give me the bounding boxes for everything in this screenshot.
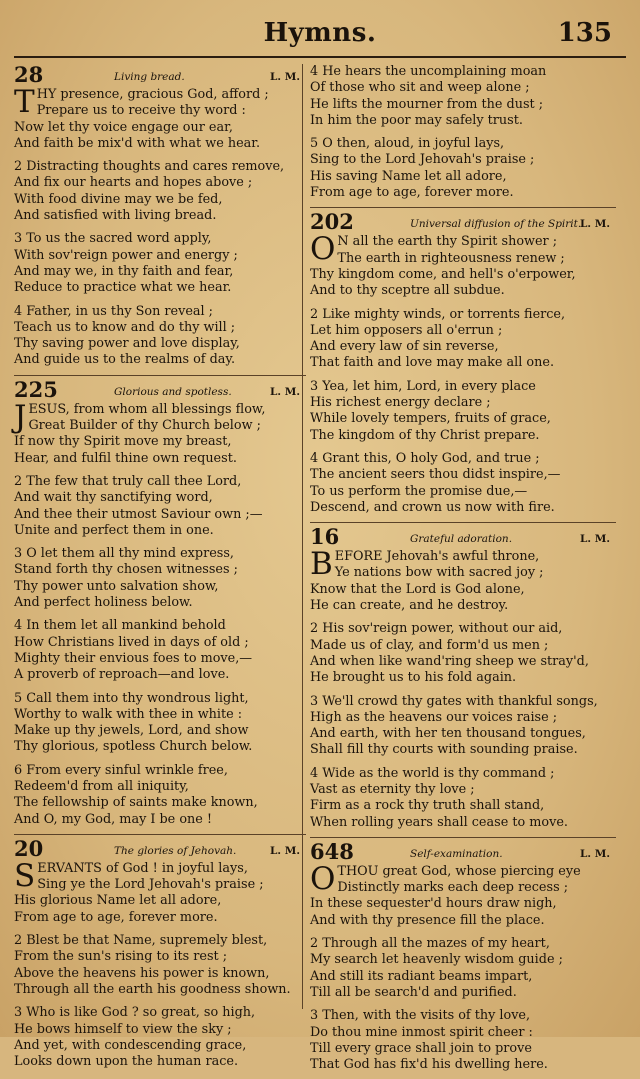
verse-line: Know that the Lord is God alone, [310, 581, 525, 597]
verse-line: Till every grace shall join to prove [310, 1040, 532, 1056]
stanza [14, 857, 306, 926]
verse-line: How Christians lived in days of old ; [14, 634, 249, 650]
verse-line: And fix our hearts and hopes above ; [14, 175, 253, 191]
verse-line: From age to age, forever more. [310, 185, 514, 201]
verse-line: Make up thy jewels, Lord, and show [14, 723, 249, 739]
hymn-meter: L. M. [270, 844, 300, 857]
verse-line: His glorious Name let all adore, [14, 893, 222, 909]
verse-line: 4 In them let all mankind behold [14, 618, 226, 634]
verse-line: 3 Then, with the visits of thy love, [310, 1008, 531, 1024]
verse-line: While lovely tempers, fruits of grace, [310, 411, 551, 427]
verse-line: Looks down upon the human race. [14, 1054, 239, 1070]
verse-line: And guide us to the realms of day. [14, 352, 236, 368]
verse-line: 3 To us the sacred word apply, [14, 231, 212, 247]
verse-line: Made us of clay, and form'd us men ; [310, 637, 549, 653]
verse-line: And earth, with her ten thousand tongues, [310, 726, 586, 742]
verse-line-text: THOU great God, whose piercing eye [337, 863, 581, 879]
hymn-number: 20 [14, 835, 44, 861]
verse-line: And with thy presence fill the place. [310, 912, 545, 928]
verse-line: Worthy to walk with thee in white : [14, 706, 243, 722]
hymn-separator [14, 834, 306, 835]
verse-line: And yet, with condescending grace, [14, 1037, 247, 1053]
stanza [310, 231, 616, 299]
verse-line: Till all be search'd and purified. [310, 984, 517, 1000]
verse-line: 2 Through all the mazes of my heart, [310, 936, 550, 952]
hymn-number: 202 [310, 209, 354, 235]
verse-line: Vast as eternity thy love ; [310, 781, 475, 797]
stanza [14, 933, 306, 998]
verse-line: 4 Grant this, O holy God, and true ; [310, 450, 540, 466]
hymn-number: 28 [14, 62, 44, 87]
verse-line: And wait thy sanctifying word, [14, 490, 213, 506]
drop-cap: T [14, 84, 35, 120]
hymn-heading [14, 376, 306, 402]
verse-line: Redeem'd from all iniquity, [14, 778, 189, 794]
verse-line: 4 Father, in us thy Son reveal ; [14, 303, 213, 319]
hymn-title: Living bread. [114, 71, 185, 83]
stanza [310, 1008, 616, 1073]
verse-line: His richest energy declare ; [310, 395, 491, 411]
hymn-meter: L. M. [270, 71, 300, 83]
verse-line: Let him opposers all o'errun ; [310, 322, 503, 338]
hymn-title: Grateful adoration. [410, 533, 513, 546]
verse-line: High as the heavens our voices raise ; [310, 709, 558, 725]
page-title: Hymns. [263, 18, 377, 48]
verse-line: And may we, in thy faith and fear, [14, 263, 234, 279]
verse-line: 6 From every sinful wrinkle free, [14, 762, 228, 778]
stanza [14, 1005, 306, 1070]
verse-line: 2 His sov'reign power, without our aid, [310, 621, 563, 637]
stanza [14, 474, 306, 539]
verse-line: 3 Yea, let him, Lord, in every place [310, 378, 536, 394]
verse-line: Great Builder of thy Church below ; [28, 418, 261, 434]
drop-cap: B [310, 546, 333, 583]
hymn-title: Glorious and spotless. [114, 385, 232, 398]
verse-line-text: EFORE Jehovah's awful throne, [334, 549, 540, 565]
verse-line: Reduce to practice what we hear. [14, 280, 232, 296]
hymn [310, 207, 616, 516]
page-number: 135 [557, 18, 612, 48]
verse-line: His saving Name let all adore, [310, 168, 507, 184]
verse-line: Mighty their envious foes to move,— [14, 650, 253, 666]
verse-line: 3 Who is like God ? so great, so high, [14, 1005, 256, 1021]
stanza [14, 398, 306, 467]
hymn [14, 375, 306, 828]
verse-line: That God has fix'd his dwelling here. [310, 1057, 548, 1073]
verse-line: And when like wand'ring sheep we stray'd, [310, 653, 589, 669]
verse-line: Distinctly marks each deep recess ; [337, 880, 569, 896]
verse-line: Sing ye the Lord Jehovah's praise ; [37, 877, 264, 893]
verse-line: The earth in righteousness renew ; [337, 250, 565, 266]
verse-line-text: ERVANTS of God ! in joyful lays, [37, 860, 248, 876]
verse-line: The fellowship of saints make known, [14, 795, 258, 811]
verse-line: Thy glorious, spotless Church below. [14, 739, 253, 755]
verse-line: From age to age, forever more. [14, 909, 218, 925]
left-column [14, 64, 306, 1076]
verse-line: Thy kingdom come, and hell's o'erpower, [310, 266, 576, 282]
page-header [0, 18, 640, 54]
verse-line: Do thou mine inmost spirit cheer : [310, 1024, 533, 1040]
verse-line: And faith be mix'd with what we hear. [14, 135, 261, 151]
hymn-separator [14, 375, 306, 376]
hymn-meter: L. M. [270, 385, 300, 398]
hymn-number: 16 [310, 524, 340, 550]
verse-line: Stand forth thy chosen witnesses ; [14, 562, 238, 578]
hymn-meter: L. M. [580, 533, 610, 546]
hymn [14, 834, 306, 1071]
verse-line: And still its radiant beams impart, [310, 968, 533, 984]
verse-line: And O, my God, may I be one ! [14, 811, 213, 827]
stanza [310, 307, 616, 372]
drop-cap: S [14, 857, 36, 894]
verse-line: 4 He hears the uncomplaining moan [310, 64, 547, 79]
verse-line: Now let thy voice engage our ear, [14, 119, 233, 135]
hymn-heading [310, 526, 616, 548]
verse-line: The kingdom of thy Christ prepare. [310, 427, 540, 443]
drop-cap: O [310, 860, 336, 897]
verse-line: In him the poor may safely trust. [310, 112, 523, 128]
verse-line: 5 O then, aloud, in joyful lays, [310, 136, 505, 152]
verse-line: He can create, and he destroy. [310, 598, 509, 614]
verse-line: If now thy Spirit move my breast, [14, 434, 232, 450]
drop-cap: J [14, 398, 27, 435]
verse-line: Shall fill thy courts with sounding praise. [310, 742, 578, 758]
verse-line: He bows himself to view the sky ; [14, 1021, 232, 1037]
hymn-meter: L. M. [580, 218, 610, 231]
stanza [310, 936, 616, 1001]
verse-line: Thy saving power and love display, [14, 336, 240, 352]
verse-line: To us perform the promise due,— [310, 483, 528, 499]
verse-line: And thee their utmost Saviour own ;— [14, 506, 263, 522]
stanza [14, 618, 306, 683]
verse-line: A proverb of reproach—and love. [14, 667, 230, 683]
verse-line: With sov'reign power and energy ; [14, 247, 238, 263]
hymn-meter: L. M. [580, 847, 610, 860]
verse-line: Ye nations bow with sacred joy ; [334, 565, 544, 581]
hymn-title: The glories of Jehovah. [114, 844, 237, 857]
verse-line: He brought us to his fold again. [310, 670, 517, 686]
verse-line: My search let heavenly wisdom guide ; [310, 952, 563, 968]
verse-line: Teach us to know and do thy will ; [14, 319, 236, 335]
verse-line: 5 Call them into thy wondrous light, [14, 690, 249, 706]
verse-line-text: HY presence, gracious God, afford ; [36, 87, 269, 102]
verse-line: Hear, and fulfil thine own request. [14, 450, 237, 466]
stanza [14, 159, 306, 224]
verse-line: Descend, and crown us now with fire. [310, 499, 555, 515]
hymn-number: 225 [14, 376, 58, 402]
verse-line: Firm as a rock thy truth shall stand, [310, 798, 545, 814]
stanza [310, 379, 616, 444]
stanza [14, 84, 306, 152]
stanza [14, 691, 306, 756]
hymn [310, 837, 616, 1074]
header-rule [14, 56, 626, 58]
verse-line: And satisfied with living bread. [14, 208, 217, 224]
verse-line: In these sequester'd hours draw nigh, [310, 896, 557, 912]
hymn [310, 522, 616, 831]
stanza [14, 763, 306, 828]
verse-line: 3 We'll crowd thy gates with thankful songs, [310, 693, 598, 709]
drop-cap: O [310, 231, 336, 268]
column-divider [302, 64, 303, 1009]
stanza [310, 64, 616, 129]
verse-line: With food divine may we be fed, [14, 191, 223, 207]
hymn-separator [310, 207, 616, 208]
hymn [14, 64, 306, 369]
verse-line: He lifts the mourner from the dust ; [310, 96, 544, 112]
stanza [310, 546, 616, 614]
hymn-title: Self-examination. [410, 847, 503, 860]
verse-line: And to thy sceptre all subdue. [310, 283, 505, 299]
hymn [310, 64, 616, 201]
hymn-title: Universal diffusion of the Spirit. [410, 218, 582, 231]
verse-line: Unite and perfect them in one. [14, 522, 214, 538]
verse-line-text: ESUS, from whom all blessings flow, [28, 401, 266, 417]
stanza [14, 546, 306, 611]
verse-line: Above the heavens his power is known, [14, 965, 270, 981]
right-column [310, 64, 616, 1079]
verse-line: Of those who sit and weep alone ; [310, 80, 530, 96]
verse-line: 2 Blest be that Name, supremely blest, [14, 933, 268, 949]
stanza [310, 694, 616, 759]
verse-line: 4 Wide as the world is thy command ; [310, 765, 555, 781]
verse-line: 2 The few that truly call thee Lord, [14, 473, 242, 489]
verse-line: When rolling years shall cease to move. [310, 814, 568, 830]
verse-line: 2 Distracting thoughts and cares remove, [14, 159, 285, 175]
hymn-heading [14, 835, 306, 861]
hymn-separator [310, 522, 616, 523]
stanza [14, 231, 306, 296]
hymn-heading [310, 838, 616, 864]
stanza [14, 304, 306, 369]
stanza [310, 860, 616, 929]
stanza [310, 766, 616, 831]
stanza [310, 451, 616, 516]
hymn-separator [310, 837, 616, 838]
hymn-number: 648 [310, 838, 354, 864]
verse-line: Thy power unto salvation show, [14, 578, 219, 594]
verse-line-text: N all the earth thy Spirit shower ; [337, 234, 558, 250]
stanza [310, 621, 616, 686]
verse-line: Sing to the Lord Jehovah's praise ; [310, 152, 535, 168]
hymn-heading [310, 211, 616, 233]
verse-line: 3 O let them all thy mind express, [14, 546, 234, 562]
verse-line: The ancient seers thou didst inspire,— [310, 467, 561, 483]
verse-line: Through all the earth his goodness shown. [14, 981, 291, 997]
verse-line: Prepare us to receive thy word : [36, 103, 246, 119]
hymn-heading [14, 64, 306, 86]
verse-line: That faith and love may make all one. [310, 355, 555, 371]
verse-line: And perfect holiness below. [14, 595, 193, 611]
verse-line: From the sun's rising to its rest ; [14, 949, 228, 965]
stanza [310, 136, 616, 201]
verse-line: 2 Like mighty winds, or torrents fierce, [310, 306, 566, 322]
verse-line: And every law of sin reverse, [310, 339, 499, 355]
